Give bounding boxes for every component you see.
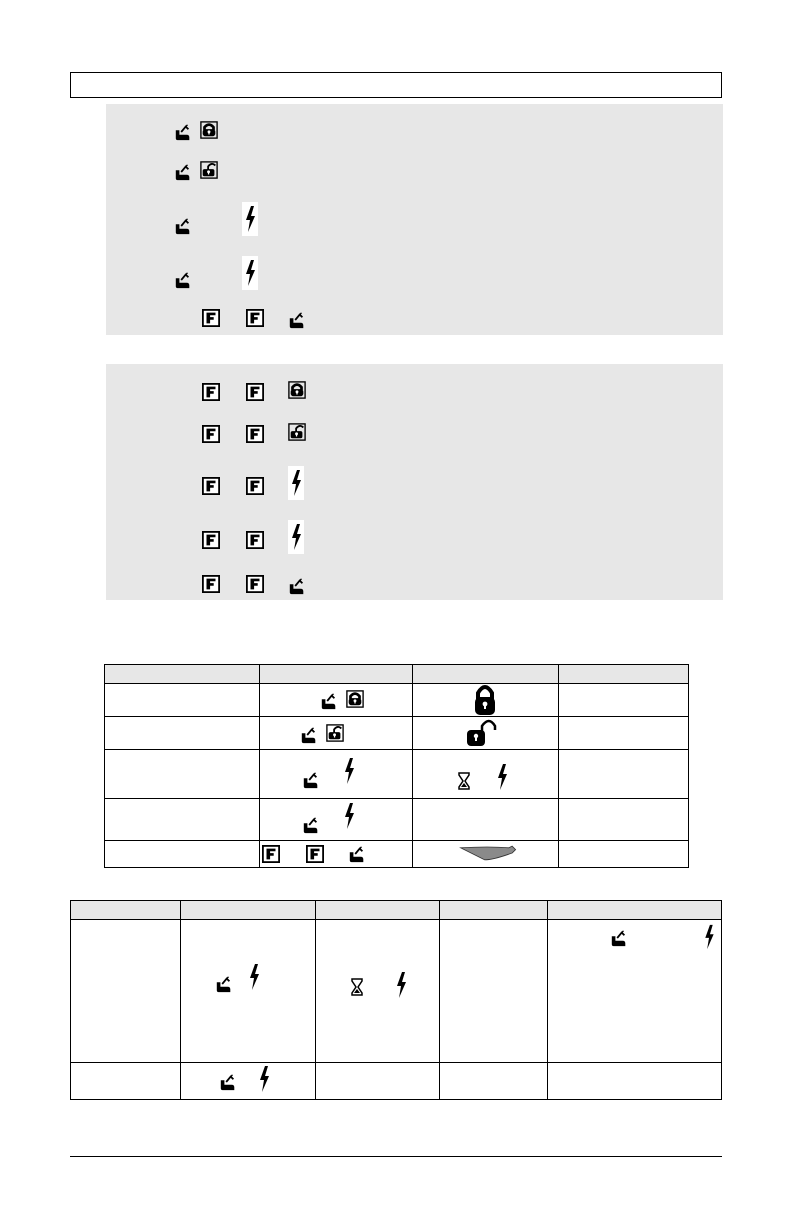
table-header-cell (413, 665, 559, 684)
remote-hand-icon (320, 691, 338, 711)
unlock-icon (288, 422, 306, 442)
lightning-icon (288, 466, 304, 500)
lock-icon (346, 689, 364, 709)
function-f-icon (246, 308, 264, 328)
table-header-cell (440, 901, 548, 920)
hourglass-icon (457, 772, 471, 790)
unlock-icon (326, 723, 344, 743)
remote-hand-icon (174, 162, 192, 182)
alarm-function-table (70, 900, 722, 1100)
lightning-icon (288, 520, 304, 554)
hourglass-icon (350, 978, 364, 996)
table-header-cell (315, 901, 440, 920)
function-f-icon (202, 424, 220, 444)
table-header-cell (559, 665, 689, 684)
function-f-icon (202, 574, 220, 594)
function-f-icon (202, 308, 220, 328)
table-row (71, 1063, 722, 1100)
table-header-cell (105, 665, 260, 684)
table-row (105, 750, 689, 799)
remote-hand-icon (174, 270, 192, 290)
function-f-icon (246, 530, 264, 550)
function-f-icon (202, 530, 220, 550)
function-f-icon (246, 476, 264, 496)
remote-hand-icon (288, 576, 306, 596)
table-header-row (105, 665, 689, 684)
function-f-icon (306, 844, 324, 864)
lightning-icon (242, 256, 258, 290)
lightning-icon (247, 962, 261, 992)
lightning-icon (342, 801, 356, 831)
function-f-icon (246, 574, 264, 594)
table-row (71, 920, 722, 1063)
lock-icon (200, 120, 218, 140)
unlock-icon (200, 160, 218, 180)
function-f-icon (262, 844, 280, 864)
procedure-panel-1 (106, 104, 723, 335)
large-lock-icon (473, 683, 497, 717)
table-row (105, 684, 689, 717)
remote-hand-icon (610, 928, 628, 948)
lightning-icon (257, 1065, 271, 1093)
footer-rule (70, 1156, 722, 1157)
lightning-icon (342, 756, 356, 786)
table-header-cell (548, 901, 722, 920)
header-box (70, 72, 722, 98)
lightning-icon (242, 202, 258, 236)
table-row (105, 841, 689, 868)
large-unlock-icon (465, 718, 501, 748)
button-function-table (104, 664, 689, 868)
function-f-icon (202, 476, 220, 496)
table-header-cell (180, 901, 315, 920)
table-row (105, 799, 689, 841)
table-header-cell (71, 901, 181, 920)
remote-hand-icon (302, 770, 320, 790)
remote-hand-icon (302, 815, 320, 835)
lightning-icon (394, 970, 408, 1000)
table-header-row (71, 901, 722, 920)
trunk-icon (459, 844, 519, 862)
remote-hand-icon (219, 1072, 237, 1092)
function-f-icon (246, 382, 264, 402)
table-row (105, 717, 689, 750)
function-f-icon (246, 424, 264, 444)
function-f-icon (202, 382, 220, 402)
lightning-icon (495, 762, 509, 792)
remote-hand-icon (215, 974, 233, 994)
lock-icon (288, 380, 306, 400)
procedure-panel-2 (106, 364, 723, 600)
remote-hand-icon (348, 844, 366, 864)
remote-hand-icon (174, 216, 192, 236)
lightning-icon (702, 924, 716, 950)
table-header-cell (259, 665, 413, 684)
remote-hand-icon (288, 310, 306, 330)
remote-hand-icon (300, 725, 318, 745)
remote-hand-icon (174, 122, 192, 142)
